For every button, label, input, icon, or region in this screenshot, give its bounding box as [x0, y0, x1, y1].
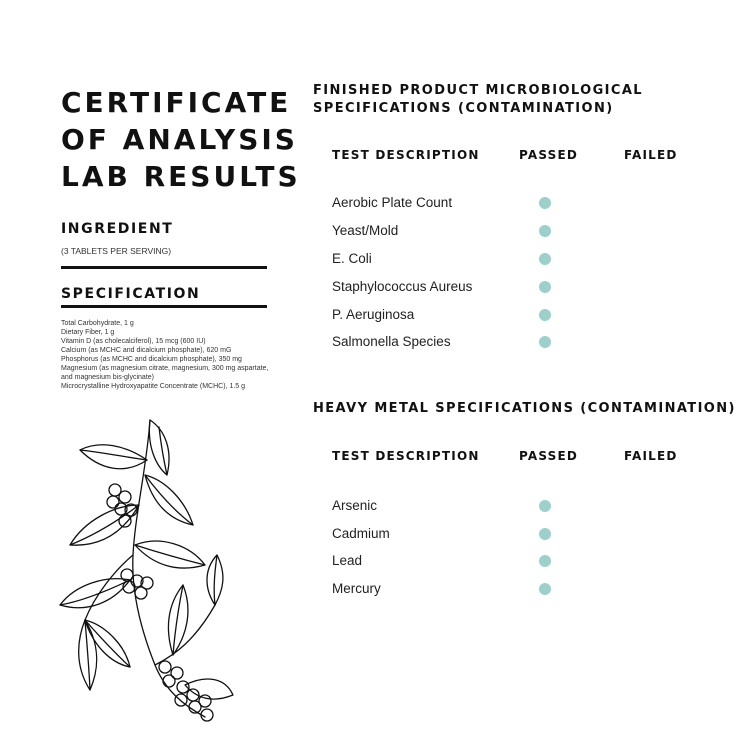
test-label: Arsenic	[332, 498, 378, 513]
spec-line: Total Carbohydrate, 1 g	[61, 320, 134, 327]
ingredient-heading: INGREDIENT	[61, 221, 174, 237]
column-header-test: TEST DESCRIPTION	[332, 449, 480, 463]
table-row	[332, 498, 662, 520]
test-label: Cadmium	[332, 526, 390, 541]
column-header-failed: FAILED	[624, 148, 678, 162]
coffee-branch-illustration	[55, 405, 235, 735]
microbiological-title-line: SPECIFICATIONS (CONTAMINATION)	[313, 101, 614, 116]
passed-dot-icon	[539, 225, 551, 237]
passed-dot-icon	[539, 197, 551, 209]
specification-list	[61, 319, 271, 391]
column-header-test: TEST DESCRIPTION	[332, 148, 480, 162]
test-label: Yeast/Mold	[332, 223, 399, 238]
title-line: CERTIFICATE	[61, 86, 292, 119]
spec-line: Microcrystalline Hydroxyapatite Concentrate (MCHC), 1.5 g	[61, 383, 246, 390]
title-line: LAB RESULTS	[61, 160, 301, 193]
table-row	[332, 223, 662, 245]
passed-dot-icon	[539, 281, 551, 293]
test-label: Aerobic Plate Count	[332, 195, 453, 210]
table-row	[332, 279, 662, 301]
column-header-passed: PASSED	[519, 449, 579, 463]
spec-line: Vitamin D (as cholecalciferol), 15 mcg (600 IU)	[61, 338, 206, 345]
test-label: Mercury	[332, 581, 381, 596]
passed-dot-icon	[539, 500, 551, 512]
table-row	[332, 195, 662, 217]
passed-dot-icon	[539, 583, 551, 595]
test-label: Staphylococcus Aureus	[332, 279, 473, 294]
test-label: Lead	[332, 553, 363, 568]
test-label: P. Aeruginosa	[332, 307, 415, 322]
passed-dot-icon	[539, 555, 551, 567]
title-line: OF ANALYSIS	[61, 123, 298, 156]
divider	[61, 305, 267, 308]
divider	[61, 266, 267, 269]
spec-line: Calcium (as MCHC and dicalcium phosphate), 620 mG	[61, 347, 232, 354]
passed-dot-icon	[539, 336, 551, 348]
table-row	[332, 307, 662, 329]
spec-line: Magnesium (as magnesium citrate, magnesium, 300 mg aspartate, and magnesium bis-glycinate)	[61, 365, 269, 381]
specification-heading: SPECIFICATION	[61, 286, 201, 302]
microbiological-title	[313, 82, 643, 118]
table-row	[332, 251, 662, 273]
passed-dot-icon	[539, 309, 551, 321]
spec-line: Dietary Fiber, 1 g	[61, 329, 115, 336]
test-label: Salmonella Species	[332, 334, 451, 349]
test-label: E. Coli	[332, 251, 372, 266]
table-row	[332, 334, 662, 356]
passed-dot-icon	[539, 528, 551, 540]
spec-line: Phosphorus (as MCHC and dicalcium phosphate), 350 mg	[61, 356, 242, 363]
column-header-failed: FAILED	[624, 449, 678, 463]
table-row	[332, 581, 662, 603]
heavy-metal-title: HEAVY METAL SPECIFICATIONS (CONTAMINATION)	[313, 401, 736, 416]
table-row	[332, 526, 662, 548]
passed-dot-icon	[539, 253, 551, 265]
table-row	[332, 553, 662, 575]
microbiological-title-line: FINISHED PRODUCT MICROBIOLOGICAL	[313, 83, 643, 98]
serving-note: (3 TABLETS PER SERVING)	[61, 246, 172, 256]
column-header-passed: PASSED	[519, 148, 579, 162]
page-title	[61, 84, 301, 195]
